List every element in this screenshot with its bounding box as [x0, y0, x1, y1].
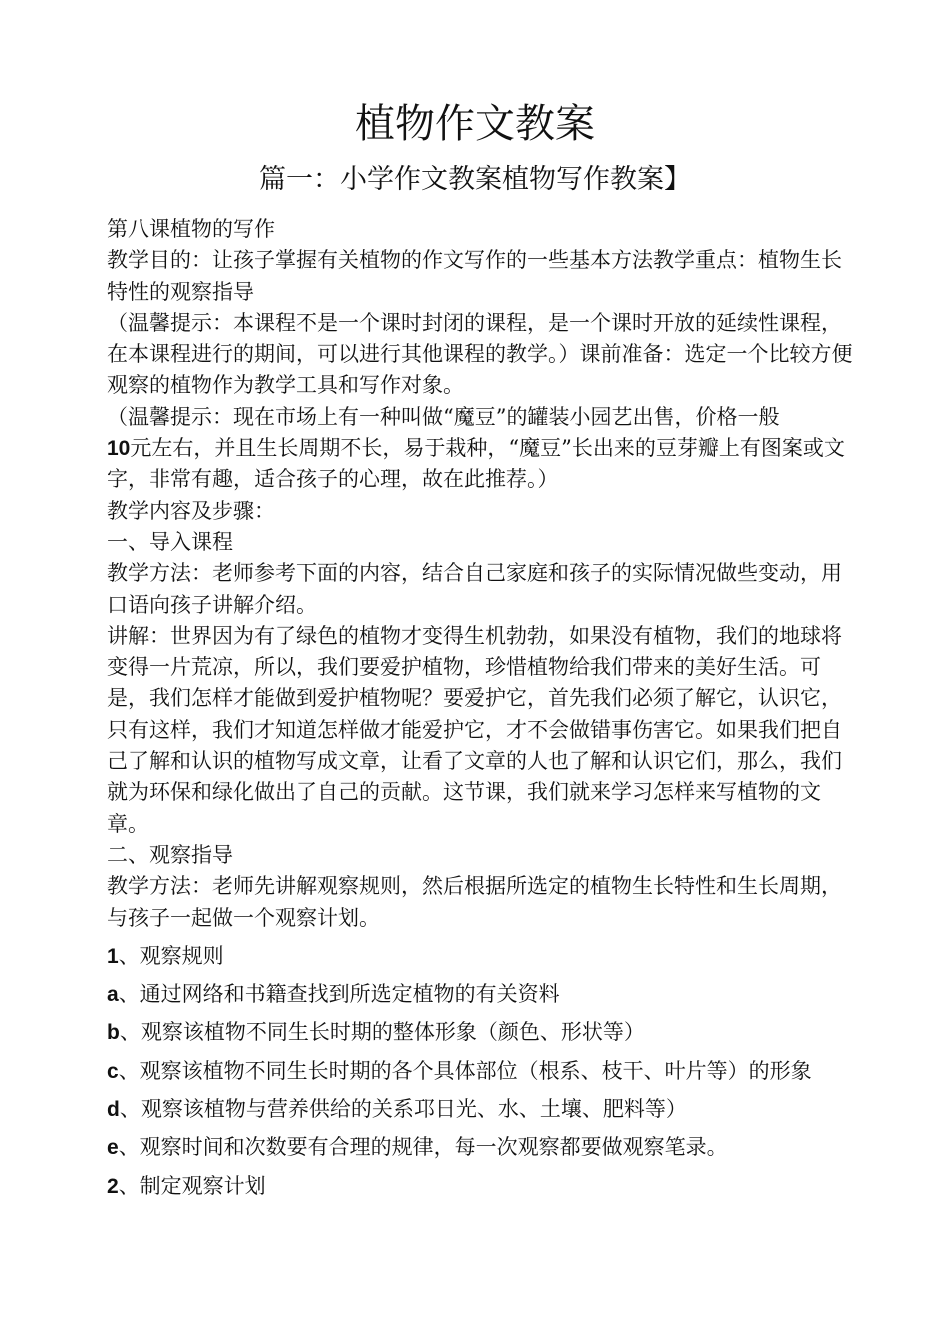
list-text: 、观察时间和次数要有合理的规律，每一次观察都要做观察笔录。: [118, 1135, 728, 1160]
lesson-heading: 第八课植物的写作: [107, 217, 275, 241]
list-item: [107, 1094, 859, 1125]
list-marker: e: [107, 1136, 119, 1160]
document-title: 植物作文教案: [355, 101, 595, 147]
list-marker: a: [107, 983, 119, 1007]
price-number: 10: [107, 437, 131, 461]
list-item: [107, 1132, 859, 1163]
explanation-paragraph: 讲解：世界因为有了绿色的植物才变得生机勃勃，如果没有植物，我们的地球将变得一片荒凉，所以，我们要爱护植物，珍惜植物给我们带来的美好生活。可是，我们怎样才能做到爱护植物呢？要爱护它，首先我们必须了解它，认识它，只有这样，我们才知道怎样做才能爱护它，才不会做错事伤害它。如果我们把自己了解和认识的植物写成文章，让看了文章的人也了解和认识它们，那么，我们就为环保和绿化做出了自己的贡献。这节课，我们就来学习怎样来写植物的文章。: [107, 623, 842, 836]
list-item: [107, 941, 859, 972]
list-text: 、制定观察计划: [118, 1173, 266, 1198]
document-subtitle: 篇一：小学作文教案植物写作教案】: [259, 164, 691, 195]
tip-paragraph-2: [107, 402, 859, 496]
section-heading-intro: 一、导入课程: [107, 529, 233, 554]
document-body: [107, 214, 859, 1202]
tip-paragraph-1: （温馨提示：本课程不是一个课时封闭的课程，是一个课时开放的延续性课程，在本课程进行的期间，可以进行其他课程的教学。）课前准备：选定一个比较方便观察的植物作为教学工具和写作对象。: [107, 310, 853, 398]
list-marker: c: [107, 1059, 119, 1083]
list-text: 、通过网络和书籍查找到所选定植物的有关资料: [118, 982, 560, 1007]
list-item: [107, 979, 859, 1010]
list-marker: b: [107, 1021, 120, 1045]
list-text: 、观察该植物与营养供给的关系邛日光、水、土壤、肥料等）: [119, 1097, 687, 1122]
list-marker: 2: [107, 1174, 119, 1198]
list-text: 、观察规则: [118, 943, 224, 968]
list-item: [107, 1017, 859, 1048]
list-text: 、观察该植物不同生长时期的整体形象（颜色、形状等）: [119, 1020, 645, 1045]
observation-method-paragraph: 教学方法：老师先讲解观察规则，然后根据所选定的植物生长特性和生长周期，与孩子一起做一个观察计划。: [107, 874, 842, 930]
teaching-goal-paragraph: 教学目的：让孩子掌握有关植物的作文写作的一些基本方法教学重点：植物生长特性的观察指导: [107, 248, 842, 304]
tip-paragraph-2-rest: 元左右，并且生长周期不长，易于栽种，“魔豆”长出来的豆芽瓣上有图案或文字，非常有趣，适合孩子的心理，故在此推荐。）: [107, 436, 845, 492]
list-text: 、观察该植物不同生长时期的各个具体部位（根系、枝干、叶片等）的形象: [118, 1058, 812, 1083]
intro-method-paragraph: 教学方法：老师参考下面的内容，结合自己家庭和孩子的实际情况做些变动，用口语向孩子讲解介绍。: [107, 561, 842, 617]
list-item: [107, 1171, 859, 1202]
tip-paragraph-2-line1: （温馨提示：现在市场上有一种叫做“魔豆”的罐装小园艺出售，价格一般: [107, 404, 780, 429]
list-marker: 1: [107, 944, 119, 968]
list-marker: d: [107, 1098, 120, 1122]
list-item: [107, 1056, 859, 1087]
teaching-steps-heading: 教学内容及步骤：: [107, 498, 275, 523]
section-heading-observation: 二、观察指导: [107, 842, 233, 867]
